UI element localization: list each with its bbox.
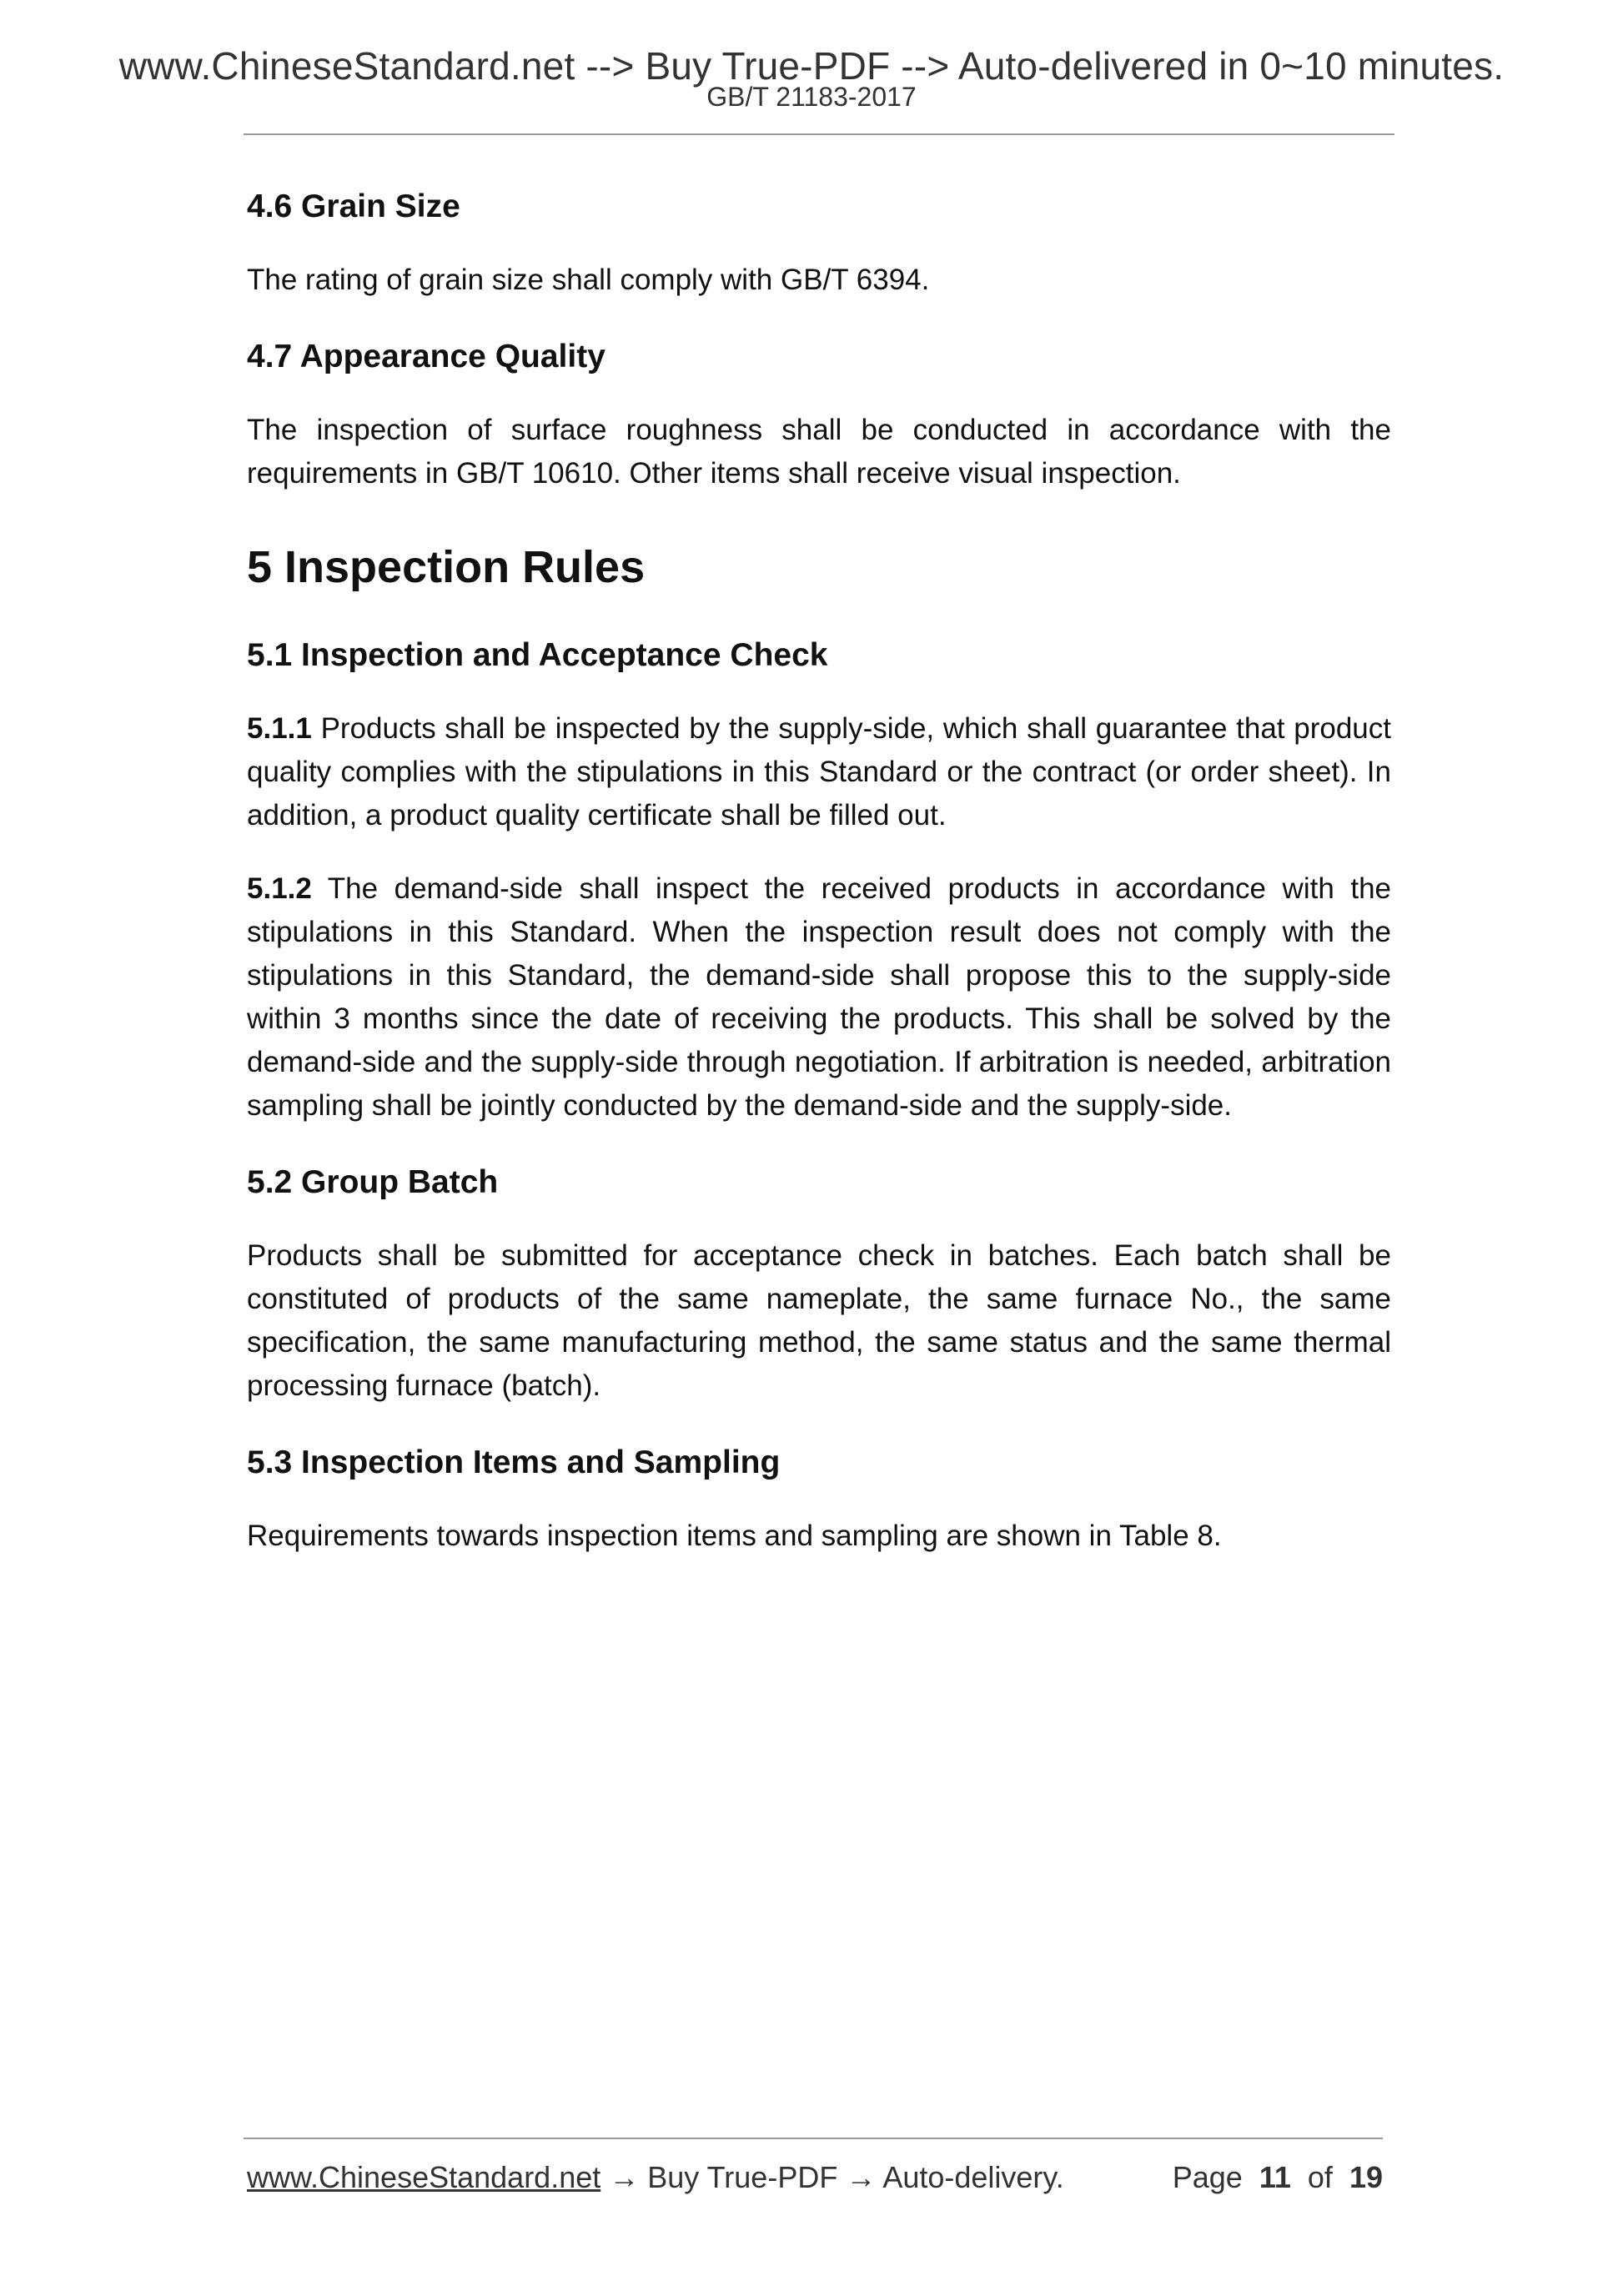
clause-text: The demand-side shall inspect the received products in accordance with the stipulations in this Standard. When the inspection result does not comply with the stipulations in this Standard, the demand-side shall propose this to the supply-side within 3 months since the date of receiving the products. This shall be solved by the demand-side and the supply-side through negotiation. If arbitration is needed, arbitration sampling shall be jointly conducted by the demand-side and the supply-side.: [247, 872, 1391, 1122]
page-of: of: [1307, 2160, 1333, 2194]
clause-number: 5.1.2: [247, 872, 312, 905]
heading-4-6: 4.6 Grain Size: [247, 188, 460, 224]
document-number: GB/T 21183-2017: [706, 82, 917, 112]
footer-left: [247, 2160, 1064, 2195]
page-total: 19: [1349, 2160, 1383, 2194]
paragraph-4-6: The rating of grain size shall comply with GB/T 6394.: [247, 264, 930, 296]
clause-5-1-2: [247, 867, 1391, 1128]
heading-4-7: 4.7 Appearance Quality: [247, 339, 605, 374]
paragraph-5-2: Products shall be submitted for acceptance check in batches. Each batch shall be constituted of products of the same nameplate, the same furnace No., the same specification, the same manufacturing method, the same status and the same thermal processing furnace (batch).: [247, 1239, 1391, 1402]
page-indicator: [1173, 2160, 1383, 2195]
paragraph-4-7: The inspection of surface roughness shall be conducted in accordance with the requirements in GB/T 10610. Other items shall receive visual inspection.: [247, 414, 1391, 490]
paragraph-5-3: Requirements towards inspection items and sampling are shown in Table 8.: [247, 1520, 1222, 1552]
page-content: [247, 182, 1391, 1558]
heading-5-3: 5.3 Inspection Items and Sampling: [247, 1444, 781, 1480]
footer-divider: [244, 2138, 1383, 2139]
clause-number: 5.1.1: [247, 712, 312, 745]
clause-text: Products shall be inspected by the supply-side, which shall guarantee that product quality complies with the stipulations in this Standard or the contract (or order sheet). In addition, a product quality certificate shall be filled out.: [247, 712, 1391, 831]
footer-tagline: → Buy True-PDF → Auto-delivery.: [600, 2160, 1064, 2194]
heading-5: 5 Inspection Rules: [247, 542, 646, 592]
page-current: 11: [1259, 2160, 1291, 2194]
heading-5-2: 5.2 Group Batch: [247, 1164, 499, 1200]
header-divider: [244, 133, 1394, 135]
heading-5-1: 5.1 Inspection and Acceptance Check: [247, 637, 828, 673]
clause-5-1-1: [247, 707, 1391, 837]
footer-site-link[interactable]: www.ChineseStandard.net: [247, 2160, 601, 2194]
page-label: Page: [1172, 2160, 1243, 2194]
site-banner: www.ChineseStandard.net --> Buy True-PDF --> Auto-delivered in 0~10 minutes.: [118, 44, 1505, 88]
